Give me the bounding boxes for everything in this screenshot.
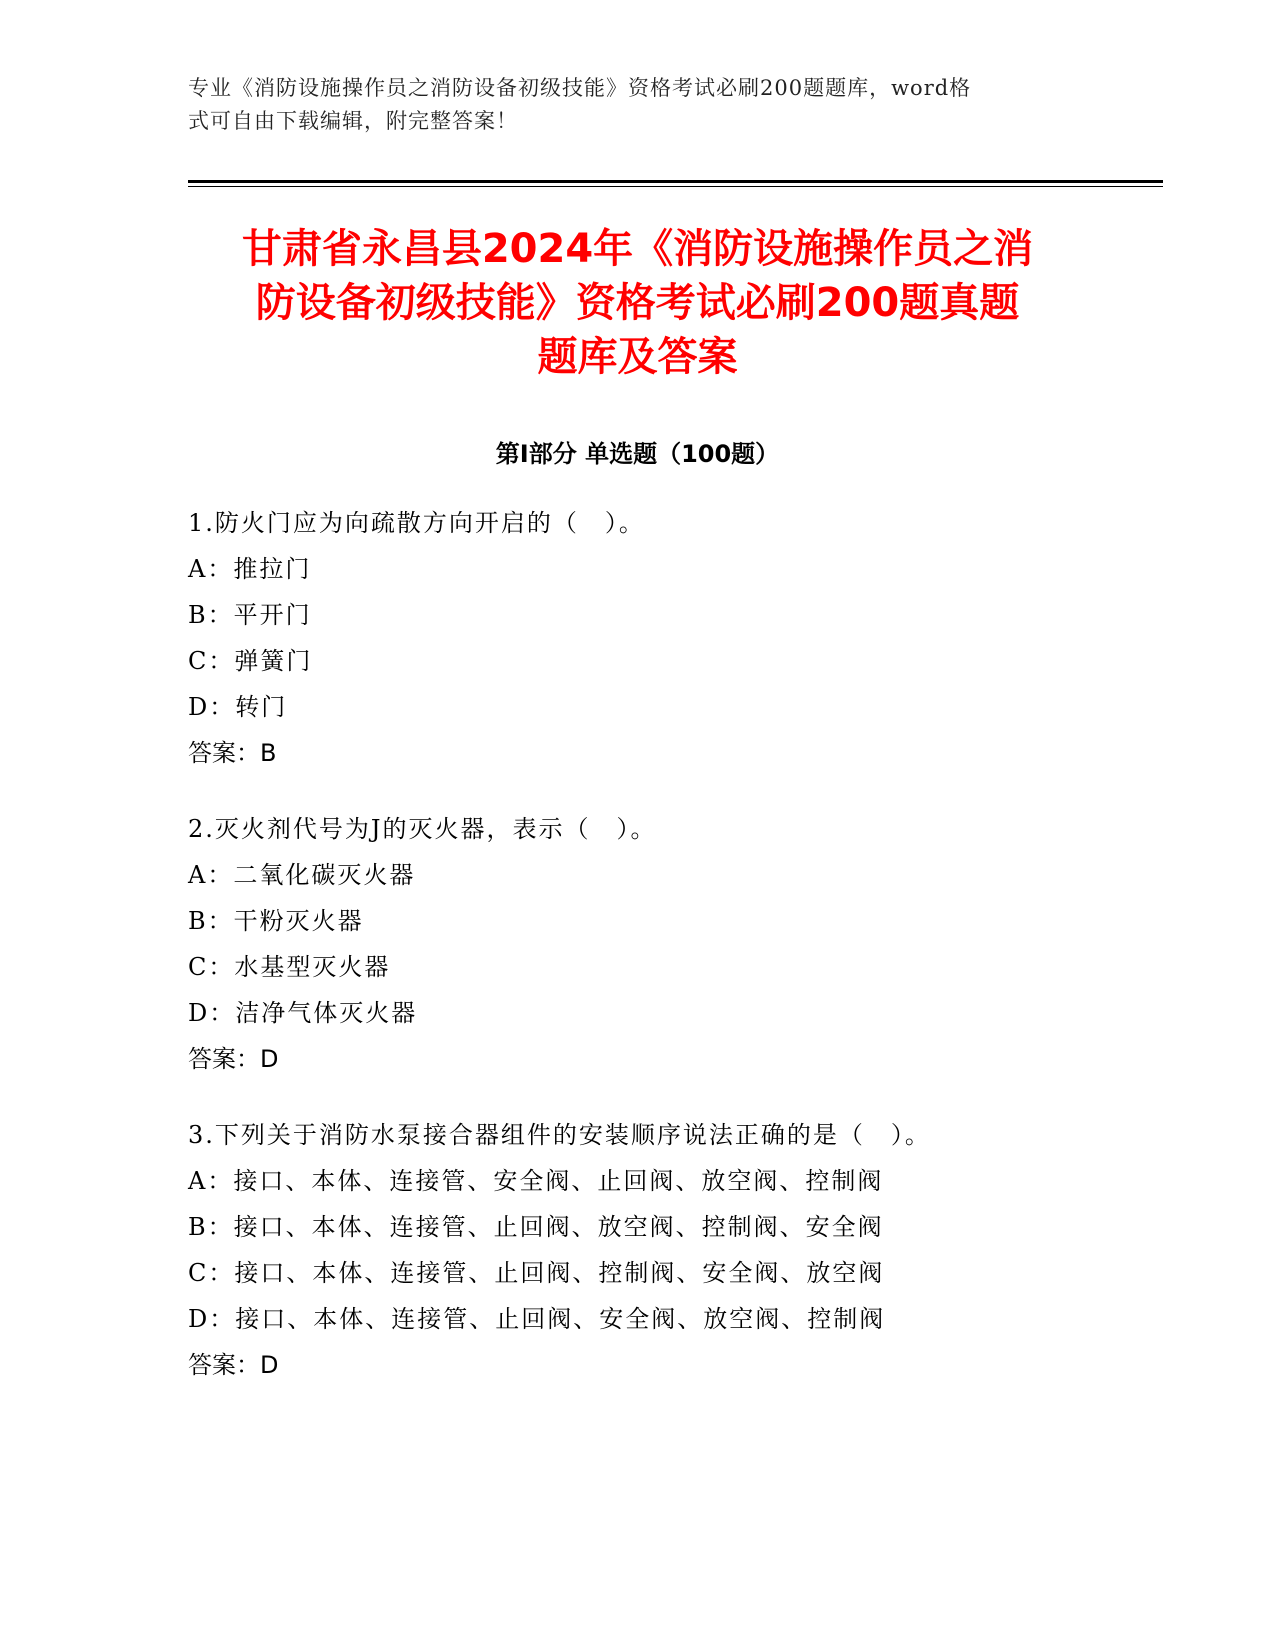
- question-3: [188, 1112, 1148, 1388]
- option-d: D：接口、本体、连接管、止回阀、安全阀、放空阀、控制阀: [188, 1305, 886, 1333]
- header-divider-thick: [188, 180, 1163, 183]
- question-stem: 3.下列关于消防水泵接合器组件的安装顺序说法正确的是（ ）。: [188, 1121, 931, 1149]
- option-d: D：转门: [188, 693, 288, 721]
- option-b: B：平开门: [188, 601, 312, 629]
- title-line3: 题库及答案: [537, 334, 738, 380]
- question-stem: 2.灭火剂代号为J的灭火器，表示（ ）。: [188, 815, 657, 843]
- header-note: [188, 72, 1068, 138]
- option-c: C：弹簧门: [188, 647, 313, 675]
- option-b: B：接口、本体、连接管、止回阀、放空阀、控制阀、安全阀: [188, 1213, 884, 1241]
- option-b: B：干粉灭火器: [188, 907, 364, 935]
- question-1: [188, 500, 1148, 776]
- option-a: A：二氧化碳灭火器: [188, 861, 416, 889]
- header-divider-thin: [188, 186, 1163, 187]
- header-note-line1: 专业《消防设施操作员之消防设备初级技能》资格考试必刷200题题库，word格: [188, 76, 972, 100]
- answer: 答案：D: [188, 1045, 279, 1073]
- question-stem: 1.防火门应为向疏散方向开启的（ ）。: [188, 509, 645, 537]
- option-d: D：洁净气体灭火器: [188, 999, 418, 1027]
- question-2: [188, 806, 1148, 1082]
- answer: 答案：D: [188, 1351, 279, 1379]
- option-c: C：接口、本体、连接管、止回阀、控制阀、安全阀、放空阀: [188, 1259, 885, 1287]
- page-title: [160, 222, 1115, 384]
- section-heading: 第Ⅰ部分 单选题（100题）: [495, 440, 780, 468]
- option-a: A：接口、本体、连接管、安全阀、止回阀、放空阀、控制阀: [188, 1167, 884, 1195]
- option-c: C：水基型灭火器: [188, 953, 391, 981]
- title-line2: 防设备初级技能》资格考试必刷200题真题: [255, 280, 1020, 326]
- option-a: A：推拉门: [188, 555, 312, 583]
- title-line1: 甘肃省永昌县2024年《消防设施操作员之消: [241, 226, 1034, 272]
- answer: 答案：B: [188, 739, 277, 767]
- header-note-line2: 式可自由下载编辑，附完整答案！: [188, 109, 518, 133]
